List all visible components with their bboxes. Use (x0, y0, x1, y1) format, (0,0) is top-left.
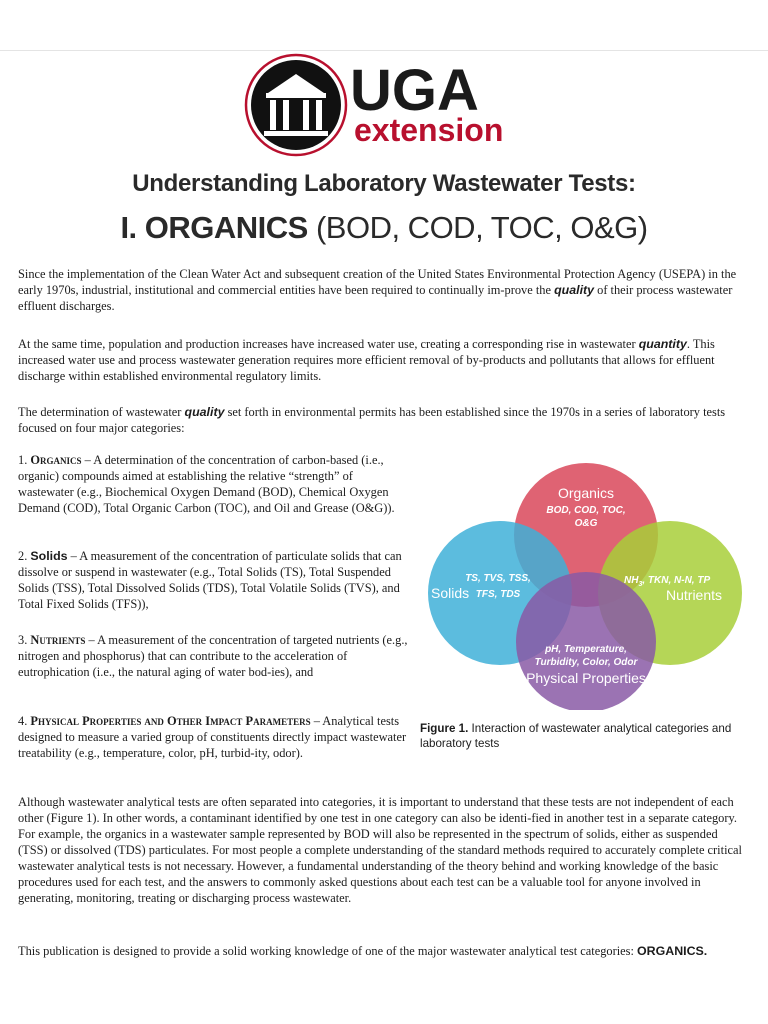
category-item-physical-properties (18, 713, 410, 761)
venn-tests-solids-1: TS, TVS, TSS, (465, 573, 531, 584)
logo-wordmark: UGA (350, 58, 479, 123)
item-text: – A measurement of the concentration of particulate solids that can dissolve or suspend in wastewater (e.g., Total Solids (TS), Total Suspended Solids (TSS), Total Dissolved Solids (TDS), Total Volatile Solids (TVS), and Total Fixed Solids (TFS)), (18, 549, 402, 611)
venn-circle-physical (516, 572, 656, 710)
caption-label: Figure 1. (420, 722, 469, 735)
venn-svg (418, 460, 758, 710)
venn-tests-physical-1: pH, Temperature, (545, 644, 627, 655)
organics-emphasis: ORGANICS. (637, 944, 708, 958)
closing-paragraph: Although wastewater analytical tests are often separated into categories, it is important to understand that these tests are not independent of each other (Figure 1). In other words, a contaminant identified by one test in one category can also be identi-fied in another test in a separate category. For example, the organics in a wastewater sample represented by BOD will also be represented in the spectrum of solids, either as suspended (TSS) or dissolved (TDS) particulates. For most people a complete understanding of the standard methods required to accurately complete critical wastewater analytical tests is not necessary. However, a fundamental understanding of the theory behind and working knowledge of the basic procedures used for each test, and the answers to commonly asked questions about each test can be a valuable tool for anyone involved in generating, monitoring, treating or discharging process wastewater. (18, 795, 742, 905)
venn-label-solids: Solids (431, 585, 470, 601)
document-title: Understanding Laboratory Wastewater Tests: (132, 170, 636, 197)
text-run: . This increased water use and process wastewater generation requires more efficient removal of by-products and pollutants that allows for effluent discharge within established environmental regulatory limits. (18, 337, 715, 383)
text-run: set forth in environmental permits has been established since the 1970s in a series of laboratory tests focused on four major categories: (18, 405, 726, 435)
nutrients-rest: , TKN, N-N, TP (642, 575, 711, 586)
category-item-nutrients (18, 632, 410, 680)
closing-statement (18, 943, 750, 959)
venn-label-organics: Organics (557, 485, 615, 501)
category-item-solids (18, 548, 410, 612)
venn-tests-physical-2: Turbidity, Color, Odor (534, 657, 638, 668)
item-text: – A measurement of the concentration of targeted nutrients (e.g., nitrogen and phosphorus) that can contribute to the acceleration of eutrophication (i.e., the natural aging of water bod-ies), and (18, 633, 408, 679)
subtitle-bold: I. ORGANICS (120, 210, 308, 245)
text-run: The determination of wastewater (18, 405, 185, 419)
intro-paragraph-2 (18, 336, 750, 384)
logo-subtitle: extension (354, 112, 504, 148)
item-name: Solids (30, 549, 68, 563)
venn-tests-solids-2: TFS, TDS (475, 589, 521, 600)
venn-label-physical: Physical Properties (526, 670, 646, 686)
emphasis: quantity (638, 337, 687, 351)
venn-tests-organics-1: BOD, COD, TOC, (546, 505, 626, 516)
caption-text: Interaction of wastewater analytical categories and laboratory tests (420, 722, 732, 750)
venn-diagram (418, 460, 758, 710)
nh-text: NH (624, 575, 639, 586)
figure-caption (420, 721, 750, 751)
text-run: Since the implementation of the Clean Water Act and subsequent creation of the United States Environmental Protection Agency (USEPA) in the early 1970s, industrial, institutional and commercial entities have been required to continually im-prove the (18, 267, 737, 297)
emphasis: quality (554, 283, 595, 297)
text-run: of their process wastewater effluent discharges. (18, 283, 733, 313)
subtitle-rest: (BOD, COD, TOC, O&G) (307, 210, 648, 245)
item-number: 3. (18, 633, 31, 647)
item-number: 2. (18, 549, 31, 563)
item-name: Organics (30, 453, 82, 467)
item-text: – A determination of the concentration of carbon-based (i.e., organic) compounds aimed at establishing the relative “strength” of wastewater (e.g., Biochemical Oxygen Demand (BOD), Chemical Oxygen Demand (COD), Total Organic Carbon (TOC), and Oil and Grease (O&G)). (18, 453, 395, 515)
category-item-organics (18, 452, 410, 516)
item-text: – Analytical tests designed to measure a varied group of constituents directly impact wastewater treatability (e.g., temperature, color, pH, turbid-ity, odor). (18, 714, 407, 760)
item-name: Nutrients (30, 633, 86, 647)
intro-paragraph-1 (18, 266, 750, 314)
venn-tests-organics-2: O&G (574, 518, 598, 529)
item-number: 4. (18, 714, 31, 728)
text-run: This publication is designed to provide a solid working knowledge of one of the major wastewater analytical test categories: (18, 944, 638, 958)
document-subtitle (0, 210, 768, 246)
emphasis: quality (184, 405, 225, 419)
item-number: 1. (18, 453, 31, 467)
venn-label-nutrients: Nutrients (666, 587, 723, 603)
text-run: At the same time, population and production increases have increased water use, creating a corresponding rise in wastewater (18, 337, 639, 351)
intro-paragraph-3 (18, 404, 750, 436)
item-name: Physical Properties and Other Impact Parameters (30, 714, 311, 728)
uga-extension-logo (0, 0, 768, 160)
nh-subscript: 3 (638, 581, 643, 588)
